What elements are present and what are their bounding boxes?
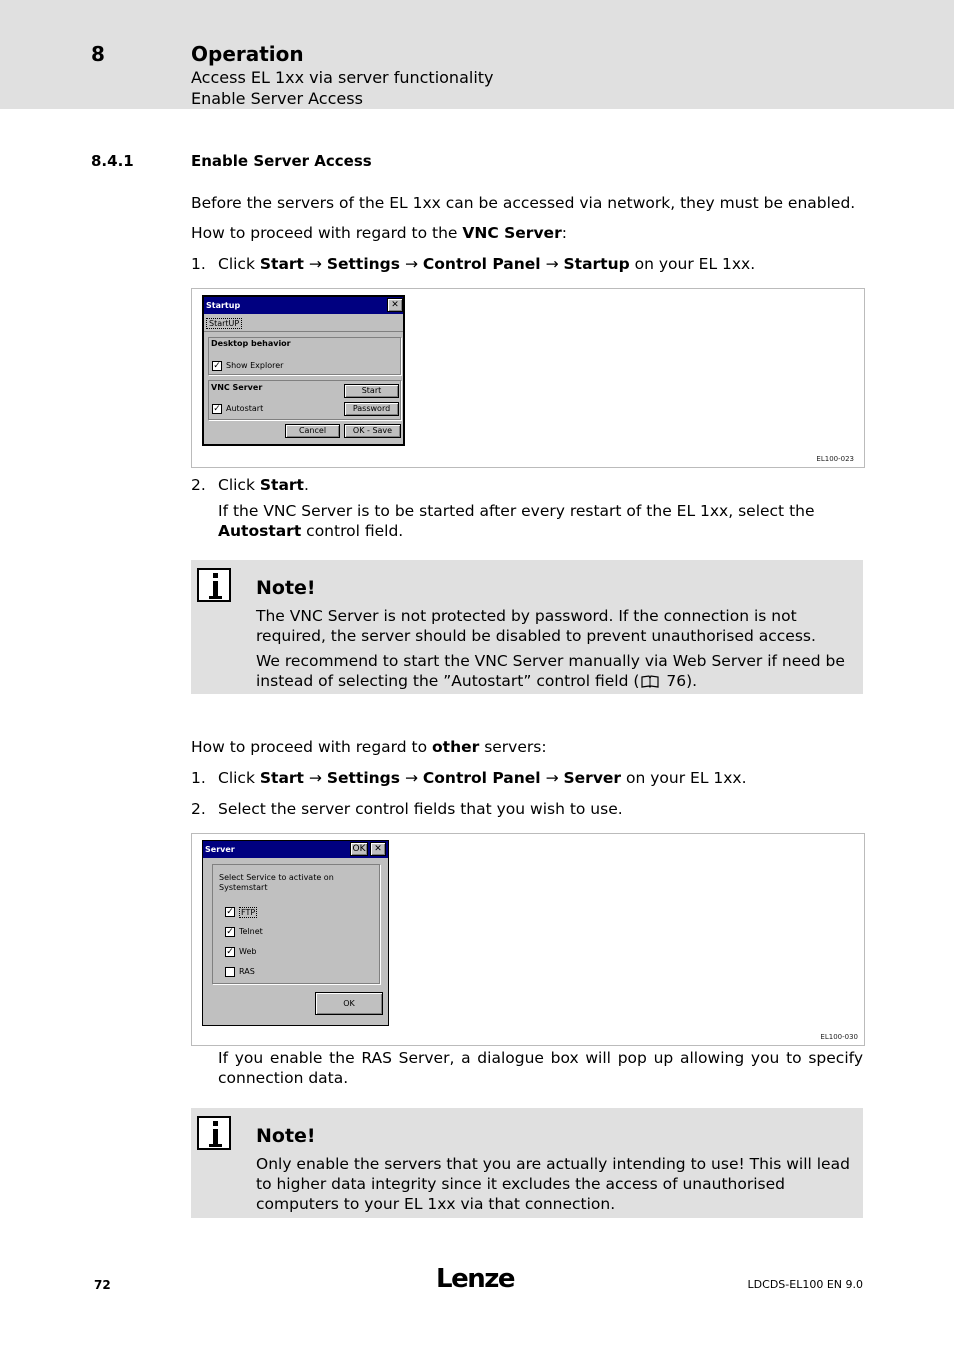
vnc-server-label: VNC Server	[211, 383, 263, 392]
note-1-title: Note!	[256, 577, 316, 599]
header-band	[0, 0, 954, 109]
ok-save-button[interactable]: OK - Save	[344, 424, 401, 438]
startup-dialog	[202, 295, 405, 446]
header-subtitle-1: Access EL 1xx via server functionality	[191, 68, 494, 87]
vnc-step-2-note: If the VNC Server is to be started after every restart of the EL 1xx, select the Autostart control field.	[218, 502, 815, 540]
tab-startup[interactable]: StartUP	[206, 318, 242, 329]
cancel-button[interactable]: Cancel	[285, 424, 340, 438]
vnc-step-1: Click Start → Settings → Control Panel → Startup on your EL 1xx.	[218, 255, 756, 273]
server-close-button[interactable]: ✕	[370, 842, 386, 856]
server-dialog	[202, 840, 389, 1026]
tab-divider	[204, 331, 403, 332]
lenze-logo: Lenze	[436, 1264, 514, 1294]
ftp-checkbox[interactable]: ✓	[226, 907, 234, 917]
figure-id-1: EL100-023	[816, 455, 854, 463]
server-ok-button[interactable]: OK	[315, 992, 383, 1015]
note-1-para-2: We recommend to start the VNC Server manually via Web Server if need be instead of selecting the ”Autostart” control field ( 76).	[256, 651, 856, 693]
intro-paragraph: Before the servers of the EL 1xx can be accessed via network, they must be enabled.	[191, 194, 856, 212]
show-explorer-checkbox[interactable]: ✓	[213, 361, 221, 371]
ras-checkbox[interactable]	[225, 967, 235, 977]
web-label: Web	[239, 947, 257, 956]
telnet-checkbox[interactable]: ✓	[226, 927, 234, 937]
other-step-2-number: 2.	[191, 800, 206, 818]
info-icon	[197, 568, 231, 602]
page-reference: 76	[661, 672, 687, 690]
vnc-server-group	[208, 380, 401, 420]
web-checkbox[interactable]: ✓	[226, 947, 234, 957]
header-subtitle-2: Enable Server Access	[191, 89, 363, 108]
vnc-step-1-number: 1.	[191, 255, 206, 273]
info-icon	[197, 1116, 231, 1150]
server-ok-small-button[interactable]: OK	[350, 842, 368, 856]
service-group-text: Select Service to activate on Systemstart	[219, 873, 334, 892]
note-box-2	[191, 1108, 863, 1218]
other-step-1-number: 1.	[191, 769, 206, 787]
section-title: Enable Server Access	[191, 152, 372, 170]
password-button[interactable]: Password	[344, 402, 399, 416]
ras-label: RAS	[239, 967, 255, 976]
startup-close-button[interactable]: ✕	[387, 298, 403, 312]
ftp-label: FTP	[241, 908, 256, 917]
note-2-title: Note!	[256, 1125, 316, 1147]
book-icon	[641, 673, 659, 693]
desktop-behavior-label: Desktop behavior	[211, 339, 291, 348]
figure-server-dialog	[191, 833, 865, 1046]
section-number: 8.4.1	[91, 152, 134, 170]
vnc-step-2: Click Start.	[218, 476, 309, 494]
page-number: 72	[94, 1278, 111, 1292]
note-2-text: Only enable the servers that you are actually intending to use! This will lead to higher data integrity since it excludes the access of unauthorised computers to your EL 1xx via that connection.	[256, 1155, 850, 1213]
note-box-1	[191, 560, 863, 694]
other-step-2: Select the server control fields that you wish to use.	[218, 800, 623, 818]
figure-id-2: EL100-030	[820, 1033, 858, 1041]
desktop-behavior-group	[208, 337, 401, 375]
document-id: LDCDS-EL100 EN 9.0	[747, 1278, 863, 1291]
vnc-intro: How to proceed with regard to the VNC Server:	[191, 224, 567, 242]
other-intro: How to proceed with regard to other servers:	[191, 738, 547, 756]
server-dialog-titlebar: Server	[203, 841, 388, 858]
chapter-number: 8	[91, 42, 105, 66]
autostart-label: Autostart	[226, 404, 264, 413]
show-explorer-label: Show Explorer	[226, 361, 284, 370]
figure-startup-dialog	[191, 288, 865, 468]
telnet-label: Telnet	[239, 927, 263, 936]
autostart-checkbox[interactable]: ✓	[213, 404, 221, 414]
other-step-1: Click Start → Settings → Control Panel → Server on your EL 1xx.	[218, 769, 747, 787]
vnc-step-2-number: 2.	[191, 476, 206, 494]
start-button[interactable]: Start	[344, 384, 399, 398]
chapter-title: Operation	[191, 42, 304, 66]
note-1-para-1: The VNC Server is not protected by password. If the connection is not required, the server should be disabled to prevent unauthorised access.	[256, 607, 816, 645]
service-group	[212, 864, 380, 984]
startup-dialog-titlebar: Startup	[204, 297, 403, 314]
ras-paragraph: If you enable the RAS Server, a dialogue box will pop up allowing you to specify connection data.	[218, 1049, 863, 1087]
